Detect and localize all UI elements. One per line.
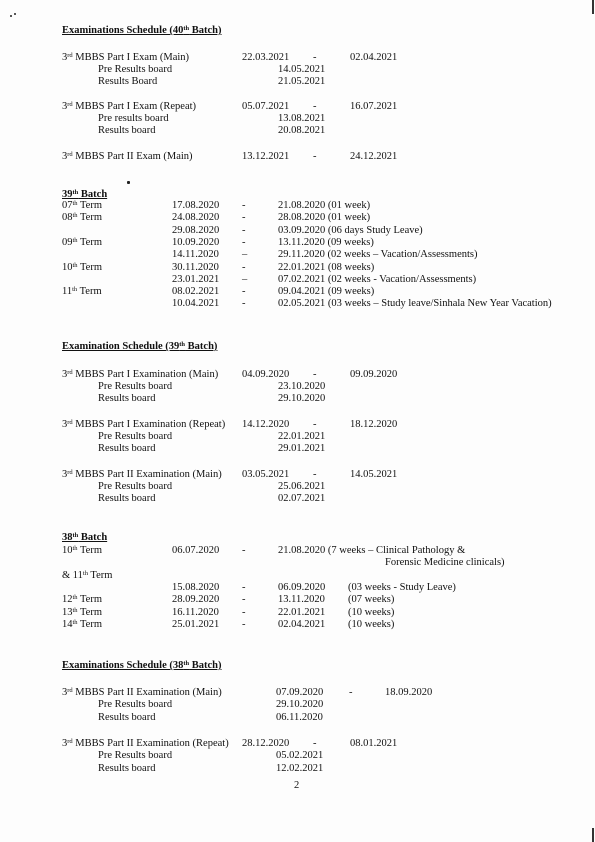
exam-end: 14.05.2021 — [350, 469, 398, 480]
scan-speck — [10, 15, 12, 17]
term-label: & 11th Term — [62, 570, 113, 581]
term-dash: - — [242, 594, 246, 606]
ordinal-suffix: th — [72, 286, 78, 294]
exam-label: 3rd MBBS Part I Exam (Main) — [62, 52, 190, 63]
pre-results-label: Pre Results board — [98, 381, 173, 392]
exam-dash: - — [313, 469, 317, 480]
term-end: 03.09.2020 (06 days Study Leave) — [278, 224, 423, 236]
pre-results-label: Pre Results board — [98, 750, 173, 761]
ordinal-suffix: rd — [67, 151, 73, 158]
ordinal-suffix: th — [72, 606, 78, 614]
term-start: 10.04.2021 — [172, 298, 220, 310]
exam-end: 08.01.2021 — [350, 738, 398, 749]
exam-start: 04.09.2020 — [242, 369, 290, 380]
term-label: 10th Term — [62, 545, 103, 556]
ordinal-suffix: rd — [67, 687, 73, 694]
exam-start: 03.05.2021 — [242, 469, 290, 480]
term-end: 07.02.2021 (02 weeks - Vacation/Assessments) — [278, 273, 477, 285]
heading-38th-batch: 38th Batch — [62, 532, 108, 543]
ordinal-suffix: rd — [67, 469, 73, 476]
exam-dash: - — [313, 101, 317, 112]
results-label: Results Board — [98, 76, 158, 87]
term-label: 10th Term — [62, 261, 103, 273]
ordinal-suffix: rd — [67, 52, 73, 59]
term-end: 09.04.2021 (09 weeks) — [278, 286, 375, 298]
exam-label: 3rd MBBS Part II Examination (Main) — [62, 469, 222, 480]
term-end: 22.01.2021 — [278, 606, 326, 618]
pre-results-date: 05.02.2021 — [276, 750, 324, 761]
exam-dash: - — [313, 738, 317, 749]
ordinal-suffix: rd — [67, 738, 73, 745]
term-dash: - — [242, 618, 246, 630]
ordinal-suffix: th — [179, 341, 186, 348]
term-note: (10 weeks) — [348, 606, 395, 618]
ordinal-suffix: th — [72, 618, 78, 626]
exam-label: 3rd MBBS Part I Exam (Repeat) — [62, 101, 197, 112]
exam-label: 3rd MBBS Part II Examination (Repeat) — [62, 738, 229, 749]
results-date: 06.11.2020 — [276, 712, 323, 723]
term-start: 14.11.2020 — [172, 249, 219, 261]
term-note: (07 weeks) — [348, 594, 395, 606]
term-start: 17.08.2020 — [172, 200, 220, 211]
exam-end: 24.12.2021 — [350, 151, 398, 162]
exam-start: 14.12.2020 — [242, 419, 290, 430]
scan-speck — [14, 13, 16, 15]
term-end: 28.08.2020 (01 week) — [278, 212, 371, 224]
term-start: 23.01.2021 — [172, 273, 220, 285]
scan-speck — [127, 181, 130, 184]
exam-end: 16.07.2021 — [350, 101, 398, 112]
term-start: 28.09.2020 — [172, 594, 220, 606]
results-label: Results board — [98, 125, 156, 136]
results-label: Results board — [98, 443, 156, 454]
exam-dash: - — [313, 419, 317, 430]
exam-start: 28.12.2020 — [242, 738, 290, 749]
term-dash: - — [242, 224, 246, 236]
term-note: (03 weeks - Study Leave) — [348, 582, 456, 593]
results-date: 02.07.2021 — [278, 493, 326, 504]
term-start: 08.02.2021 — [172, 286, 220, 298]
exam-end: 18.12.2020 — [350, 419, 398, 430]
exam-start: 05.07.2021 — [242, 101, 290, 112]
exam-end: 18.09.2020 — [385, 687, 433, 698]
term-dash: – — [242, 249, 248, 261]
pre-results-label: Pre results board — [98, 113, 169, 124]
scan-edge — [592, 0, 594, 14]
ordinal-suffix: th — [183, 660, 190, 667]
term-end: 13.11.2020 (09 weeks) — [278, 236, 374, 248]
exam-label: 3rd MBBS Part II Exam (Main) — [62, 151, 193, 162]
ordinal-suffix: rd — [67, 101, 73, 108]
term-end: 02.04.2021 — [278, 618, 326, 630]
pre-results-date: 14.05.2021 — [278, 64, 326, 75]
term-end: 06.09.2020 — [278, 582, 326, 593]
term-label: 08th Term — [62, 212, 103, 224]
results-label: Results board — [98, 393, 156, 404]
term-start: 24.08.2020 — [172, 212, 220, 224]
exam-label: 3rd MBBS Part I Examination (Main) — [62, 369, 219, 380]
ordinal-suffix: rd — [67, 419, 73, 426]
term-end-continued: Forensic Medicine clinicals) — [385, 557, 505, 568]
results-date: 20.08.2021 — [278, 125, 326, 136]
term-dash: - — [242, 261, 246, 273]
results-label: Results board — [98, 712, 156, 723]
term-label: 11th Term — [62, 286, 102, 298]
exam-end: 09.09.2020 — [350, 369, 398, 380]
pre-results-date: 25.06.2021 — [278, 481, 326, 492]
pre-results-date: 29.10.2020 — [276, 699, 324, 710]
results-date: 29.10.2020 — [278, 393, 326, 404]
term-dash: - — [242, 200, 246, 211]
ordinal-suffix: rd — [67, 369, 73, 376]
ordinal-suffix: th — [72, 545, 78, 552]
term-start: 25.01.2021 — [172, 618, 220, 630]
exam-label: 3rd MBBS Part II Examination (Main) — [62, 687, 222, 698]
term-end: 29.11.2020 (02 weeks – Vacation/Assessments) — [278, 249, 478, 261]
term-start: 16.11.2020 — [172, 606, 219, 618]
ordinal-suffix: th — [82, 570, 88, 577]
heading-39th-batch: 39th Batch — [62, 189, 108, 200]
exam-dash: - — [313, 369, 317, 380]
term-dash: - — [242, 582, 246, 593]
ordinal-suffix: th — [72, 261, 78, 269]
pre-results-label: Pre Results board — [98, 431, 173, 442]
exam-label: 3rd MBBS Part I Examination (Repeat) — [62, 419, 226, 430]
term-dash: - — [242, 286, 246, 298]
heading-39th-exams: Examination Schedule (39th Batch) — [62, 341, 218, 352]
exam-end: 02.04.2021 — [350, 52, 398, 63]
pre-results-date: 13.08.2021 — [278, 113, 326, 124]
term-end: 21.08.2020 (01 week) — [278, 200, 371, 211]
results-date: 12.02.2021 — [276, 763, 324, 774]
heading-40th-exams: Examinations Schedule (40th Batch) — [62, 25, 222, 36]
term-dash: – — [242, 273, 248, 285]
page-number: 2 — [294, 780, 300, 791]
scan-edge — [592, 828, 594, 842]
results-date: 21.05.2021 — [278, 76, 326, 87]
results-date: 29.01.2021 — [278, 443, 326, 454]
heading-38th-exams: Examinations Schedule (38th Batch) — [62, 660, 222, 671]
pre-results-label: Pre Results board — [98, 481, 173, 492]
ordinal-suffix: th — [72, 594, 78, 602]
exam-start: 07.09.2020 — [276, 687, 324, 698]
exam-start: 13.12.2021 — [242, 151, 290, 162]
term-dash: - — [242, 545, 246, 556]
exam-start: 22.03.2021 — [242, 52, 290, 63]
term-start: 29.08.2020 — [172, 224, 220, 236]
term-end: 02.05.2021 (03 weeks – Study leave/Sinhala New Year Vacation) — [278, 298, 552, 310]
ordinal-suffix: th — [72, 212, 78, 220]
exam-dash: - — [313, 151, 317, 162]
term-dash: - — [242, 236, 246, 248]
term-dash: - — [242, 212, 246, 224]
exam-dash: - — [313, 52, 317, 63]
term-dash: - — [242, 298, 246, 310]
pre-results-label: Pre Results board — [98, 699, 173, 710]
term-start: 06.07.2020 — [172, 545, 220, 556]
term-label: 12th Term — [62, 594, 103, 606]
pre-results-date: 23.10.2020 — [278, 381, 326, 392]
term-start: 10.09.2020 — [172, 236, 220, 248]
pre-results-label: Pre Results board — [98, 64, 173, 75]
term-label: 14th Term — [62, 618, 103, 630]
ordinal-suffix: th — [72, 236, 78, 244]
term-start: 15.08.2020 — [172, 582, 220, 593]
ordinal-suffix: th — [183, 25, 190, 32]
term-dash: - — [242, 606, 246, 618]
ordinal-suffix: th — [72, 532, 79, 539]
term-label: 13th Term — [62, 606, 103, 618]
results-label: Results board — [98, 763, 156, 774]
term-label: 07th Term — [62, 200, 103, 211]
term-start: 30.11.2020 — [172, 261, 219, 273]
pre-results-date: 22.01.2021 — [278, 431, 326, 442]
ordinal-suffix: th — [72, 200, 78, 207]
term-end: 22.01.2021 (08 weeks) — [278, 261, 375, 273]
exam-dash: - — [349, 687, 353, 698]
term-end: 21.08.2020 (7 weeks – Clinical Pathology & — [278, 545, 466, 556]
term-label: 09th Term — [62, 236, 103, 248]
ordinal-suffix: th — [72, 189, 79, 196]
term-note: (10 weeks) — [348, 618, 395, 630]
term-end: 13.11.2020 — [278, 594, 325, 606]
results-label: Results board — [98, 493, 156, 504]
